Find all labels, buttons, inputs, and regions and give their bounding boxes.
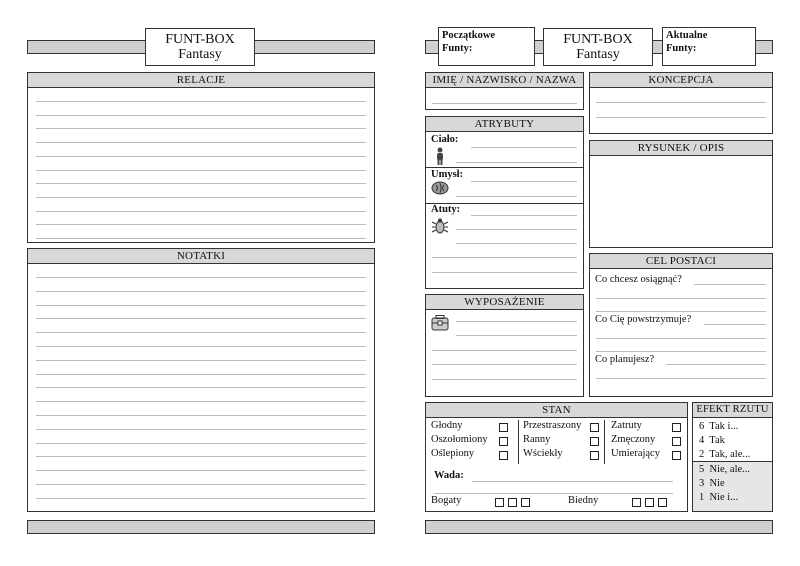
writing-line[interactable] xyxy=(36,305,366,306)
koncepcja-header: KONCEPCJA xyxy=(590,73,772,88)
stan-wsciekly: Wściekły xyxy=(523,448,563,459)
imie-section[interactable] xyxy=(425,72,584,110)
umysl-label: Umysł: xyxy=(431,169,464,180)
efekt-rzutu-header: EFEKT RZUTU xyxy=(693,403,772,418)
poczatkowe-funty-box[interactable] xyxy=(438,27,535,66)
writing-line[interactable] xyxy=(36,318,366,319)
stan-umierajacy: Umierający xyxy=(611,448,660,459)
cel-q3-label: Co planujesz? xyxy=(595,354,655,365)
wyposazenie-header: WYPOSAŻENIE xyxy=(426,295,583,310)
biedny-checkbox-3[interactable] xyxy=(658,498,667,507)
writing-line[interactable] xyxy=(36,484,366,485)
stan-wsciekly-checkbox[interactable] xyxy=(590,451,599,460)
writing-line[interactable] xyxy=(36,360,366,361)
stan-zmeczony-checkbox[interactable] xyxy=(672,437,681,446)
bogaty-checkbox-3[interactable] xyxy=(521,498,530,507)
stan-przestraszony: Przestraszony xyxy=(523,420,582,431)
notatki-section xyxy=(27,248,375,512)
writing-line[interactable] xyxy=(36,211,366,212)
cel-q2-label: Co Cię powstrzymuje? xyxy=(595,314,692,325)
writing-line[interactable] xyxy=(36,498,366,499)
left-bottom-bar xyxy=(27,520,375,534)
right-title-line2: Fantasy xyxy=(576,47,620,62)
atuty-label: Atuty: xyxy=(431,204,461,215)
biedny-checkbox-1[interactable] xyxy=(632,498,641,507)
biedny-label: Biedny xyxy=(568,495,599,506)
stan-glodny: Głodny xyxy=(431,420,463,431)
bogaty-checkbox-2[interactable] xyxy=(508,498,517,507)
writing-line[interactable] xyxy=(36,291,366,292)
writing-line[interactable] xyxy=(36,470,366,471)
bug-icon xyxy=(431,217,449,235)
stan-glodny-checkbox[interactable] xyxy=(499,423,508,432)
writing-line[interactable] xyxy=(36,332,366,333)
stan-zatruty: Zatruty xyxy=(611,420,642,431)
writing-line[interactable] xyxy=(36,387,366,388)
cel-postaci-header: CEL POSTACI xyxy=(590,254,772,269)
writing-line[interactable] xyxy=(36,429,366,430)
biedny-checkbox-2[interactable] xyxy=(645,498,654,507)
efekt-item-5: 3 Nie xyxy=(699,478,725,489)
bogaty-label: Bogaty xyxy=(431,495,462,506)
efekt-item-2: 4 Tak xyxy=(699,435,725,446)
writing-line[interactable] xyxy=(36,142,366,143)
stan-section xyxy=(425,402,688,512)
writing-line[interactable] xyxy=(36,115,366,116)
writing-line[interactable] xyxy=(36,170,366,171)
stan-zatruty-checkbox[interactable] xyxy=(672,423,681,432)
left-title-box xyxy=(145,28,255,66)
efekt-item-6: 1 Nie i... xyxy=(699,492,739,503)
cel-postaci-section xyxy=(589,253,773,397)
stan-header: STAN xyxy=(426,403,687,418)
stan-umierajacy-checkbox[interactable] xyxy=(672,451,681,460)
cel-q1-label: Co chcesz osiągnąć? xyxy=(595,274,682,285)
wada-label: Wada: xyxy=(434,470,464,481)
koncepcja-section[interactable] xyxy=(589,72,773,134)
efekt-item-1: 6 Tak i... xyxy=(699,421,739,432)
left-title-line1: FUNT-BOX xyxy=(165,32,235,47)
writing-line[interactable] xyxy=(36,401,366,402)
writing-line[interactable] xyxy=(36,456,366,457)
left-title-line2: Fantasy xyxy=(178,47,222,62)
writing-line[interactable] xyxy=(36,346,366,347)
stan-zmeczony: Zmęczony xyxy=(611,434,656,445)
stan-oszolomiony-checkbox[interactable] xyxy=(499,437,508,446)
writing-line[interactable] xyxy=(36,238,366,239)
writing-line[interactable] xyxy=(36,277,366,278)
backpack-icon xyxy=(431,315,449,331)
stan-ranny-checkbox[interactable] xyxy=(590,437,599,446)
body-icon xyxy=(434,147,446,165)
writing-line[interactable] xyxy=(36,415,366,416)
poczatkowe-funty-label: Początkowe Funty: xyxy=(442,30,496,54)
right-title-box xyxy=(543,28,653,66)
aktualne-funty-label: Aktualne Funty: xyxy=(666,30,708,54)
writing-line[interactable] xyxy=(36,197,366,198)
stan-oslepiony-checkbox[interactable] xyxy=(499,451,508,460)
relacje-section xyxy=(27,72,375,243)
cialo-label: Ciało: xyxy=(431,134,459,145)
atrybuty-header: ATRYBUTY xyxy=(426,117,583,132)
notatki-header: NOTATKI xyxy=(28,249,374,264)
efekt-rzutu-section xyxy=(692,402,773,512)
writing-line[interactable] xyxy=(36,374,366,375)
rysunek-header: RYSUNEK / OPIS xyxy=(590,141,772,156)
wada-input-line[interactable] xyxy=(472,481,673,482)
stan-ranny: Ranny xyxy=(523,434,551,445)
stan-przestraszony-checkbox[interactable] xyxy=(590,423,599,432)
relacje-header: RELACJE xyxy=(28,73,374,88)
writing-line[interactable] xyxy=(36,101,366,102)
wyposazenie-section xyxy=(425,294,584,397)
efekt-item-4: 5 Nie, ale... xyxy=(699,464,751,475)
stan-oszolomiony: Oszołomiony xyxy=(431,434,488,445)
atrybuty-section xyxy=(425,116,584,289)
writing-line[interactable] xyxy=(36,156,366,157)
efekt-item-3: 2 Tak, ale... xyxy=(699,449,751,460)
bogaty-checkbox-1[interactable] xyxy=(495,498,504,507)
rysunek-section[interactable] xyxy=(589,140,773,248)
writing-line[interactable] xyxy=(36,443,366,444)
stan-oslepiony: Oślepiony xyxy=(431,448,475,459)
aktualne-funty-box[interactable] xyxy=(662,27,756,66)
right-bottom-bar xyxy=(425,520,773,534)
imie-header: IMIĘ / NAZWISKO / NAZWA xyxy=(426,73,583,88)
writing-line[interactable] xyxy=(36,128,366,129)
writing-line[interactable] xyxy=(36,183,366,184)
brain-icon xyxy=(431,181,449,195)
right-title-line1: FUNT-BOX xyxy=(563,32,633,47)
writing-line[interactable] xyxy=(36,224,366,225)
